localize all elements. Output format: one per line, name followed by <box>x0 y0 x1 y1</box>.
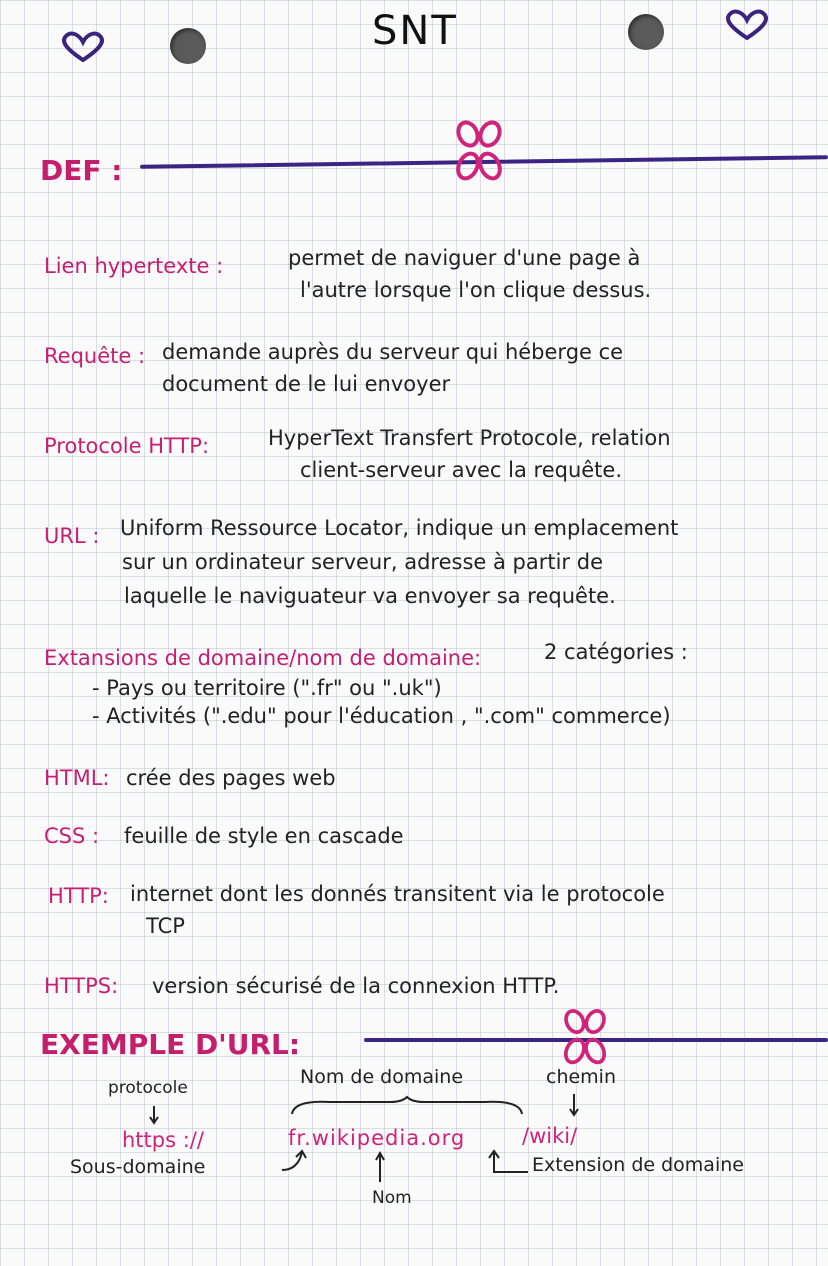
binder-hole-left <box>170 28 206 64</box>
url-protocol: https :// <box>122 1128 204 1152</box>
def-requete-line1: demande auprès du serveur qui héberge ce <box>162 340 624 364</box>
heart-doodle-right-icon <box>722 8 772 42</box>
def-protocole-http-line2: client-serveur avec la requête. <box>300 458 623 482</box>
label-sous-domaine: Sous-domaine <box>70 1156 206 1178</box>
term-http: HTTP: <box>48 884 109 908</box>
binder-hole-right <box>628 14 664 50</box>
term-https: HTTPS: <box>44 974 119 998</box>
heart-doodle-left-icon <box>58 30 108 64</box>
arrow-up-extension-icon <box>484 1148 530 1178</box>
def-http-line1: internet dont les donnés transitent via le protocole <box>130 882 665 906</box>
term-url: URL : <box>44 524 100 548</box>
label-protocole: protocole <box>108 1078 188 1098</box>
def-heading: DEF : <box>40 154 123 187</box>
term-lien-hypertexte: Lien hypertexte : <box>44 254 224 278</box>
def-html-line1: crée des pages web <box>126 766 336 790</box>
url-path: /wiki/ <box>522 1124 578 1148</box>
term-css: CSS : <box>44 824 100 848</box>
def-extansions-line1: 2 catégories : <box>544 640 688 664</box>
url-domain: fr.wikipedia.org <box>288 1126 466 1150</box>
def-requete-line2: document de le lui envoyer <box>162 372 451 396</box>
def-extansions-line2: - Pays ou territoire (".fr" ou ".uk") <box>92 676 442 700</box>
arrow-down-protocole-icon <box>148 1104 160 1126</box>
term-extansions: Extansions de domaine/nom de domaine: <box>44 646 482 670</box>
def-url-line2: sur un ordinateur serveur, adresse à partir de <box>122 550 603 574</box>
def-url-line1: Uniform Ressource Locator, indique un emplacement <box>120 516 679 540</box>
def-lien-hypertexte-line2: l'autre lorsque l'on clique dessus. <box>300 278 652 302</box>
def-http-line2: TCP <box>146 914 185 938</box>
flower-doodle-icon <box>454 120 504 186</box>
label-chemin: chemin <box>546 1066 617 1088</box>
term-requete: Requête : <box>44 344 146 368</box>
def-lien-hypertexte-line1: permet de naviguer d'une page à <box>288 246 641 270</box>
page-title: SNT <box>372 8 458 54</box>
arrow-up-nom-icon <box>374 1150 386 1184</box>
arrow-up-sous-domaine-icon <box>280 1148 308 1174</box>
def-protocole-http-line1: HyperText Transfert Protocole, relation <box>268 426 671 450</box>
label-extension-de-domaine: Extension de domaine <box>532 1154 744 1176</box>
example-heading: EXEMPLE D'URL: <box>40 1028 301 1061</box>
brace-nom-de-domaine-icon <box>290 1096 524 1116</box>
term-protocole-http: Protocole HTTP: <box>44 434 210 458</box>
def-url-line3: laquelle le naviguateur va envoyer sa requête. <box>124 584 616 608</box>
def-css-line1: feuille de style en cascade <box>124 824 404 848</box>
term-html: HTML: <box>44 766 110 790</box>
def-extansions-line3: - Activités (".edu" pour l'éducation , ".com" commerce) <box>92 704 671 728</box>
def-https-line1: version sécurisé de la connexion HTTP. <box>152 974 560 998</box>
arrow-down-chemin-icon <box>568 1092 580 1118</box>
label-nom-de-domaine: Nom de domaine <box>300 1066 464 1088</box>
flower-doodle-small-icon <box>562 1008 608 1070</box>
label-nom: Nom <box>372 1188 412 1208</box>
